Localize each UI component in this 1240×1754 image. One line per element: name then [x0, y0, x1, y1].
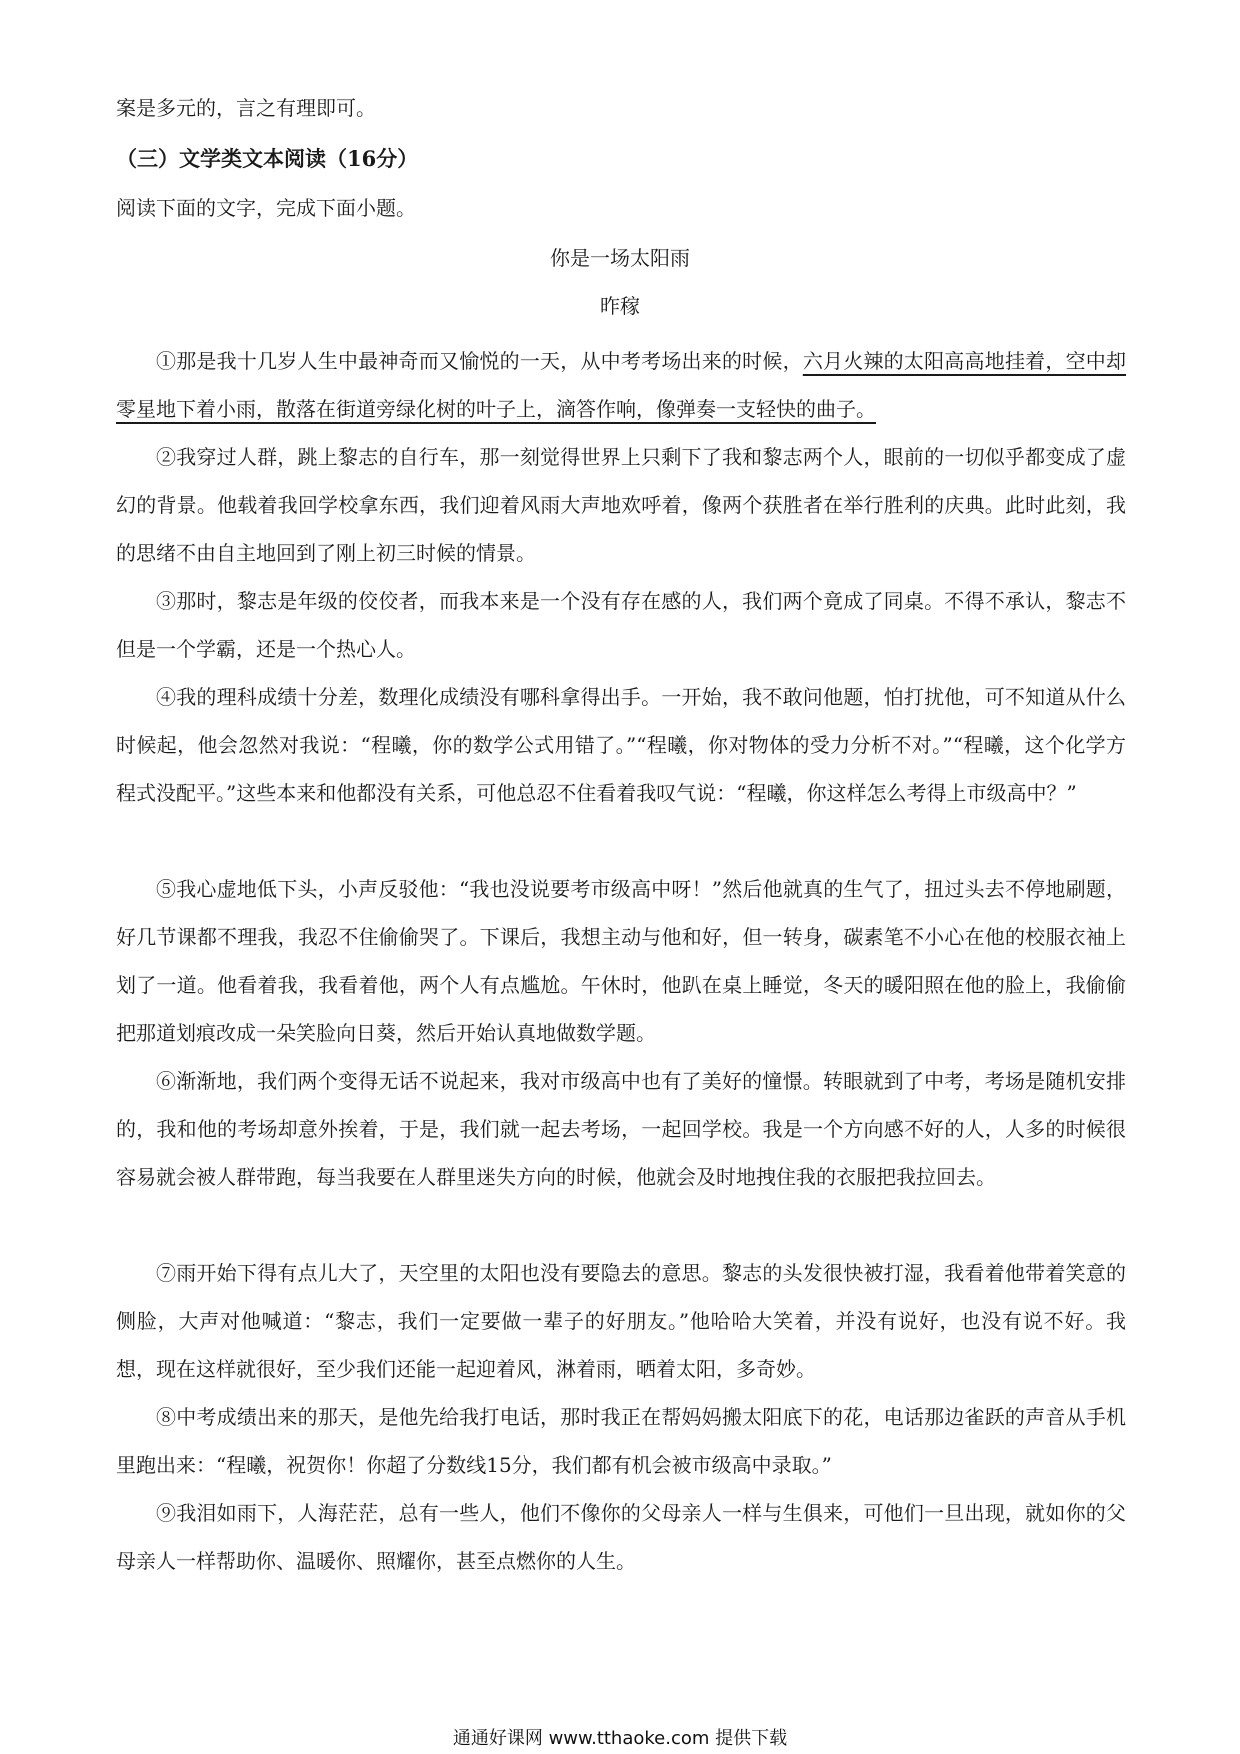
story-author: 昨稼	[600, 294, 640, 318]
section-title: （三）文学类文本阅读（16分）	[116, 146, 419, 171]
paragraph-4: ④我的理科成绩十分差，数理化成绩没有哪科拿得出手。一开始，我不敢问他题，怕打扰他，可不知道从什么时候起，他会忽然对我说：“程曦，你的数学公式用错了。”“程曦，你对物体的受力分析不对。”“程曦，这个化学方程式没配平。”这些本来和他都没有关系，可他总忍不住看着我叹气说：“程曦，你这样怎么考得上市级高中？”	[116, 685, 1126, 805]
paragraph-1-plain: ①那是我十几岁人生中最神奇而又愉悦的一天，从中考考场出来的时候，	[156, 349, 803, 373]
instruction-line: 阅读下面的文字，完成下面小题。	[116, 196, 416, 220]
carryover-line: 案是多元的，言之有理即可。	[116, 96, 376, 120]
paragraph-6: ⑥渐渐地，我们两个变得无话不说起来，我对市级高中也有了美好的憧憬。转眼就到了中考，考场是随机安排的，我和他的考场却意外挨着，于是，我们就一起去考场，一起回学校。我是一个方向感不好的人，人多的时候很容易就会被人群带跑，每当我要在人群里迷失方向的时候，他就会及时地拽住我的衣服把我拉回去。	[116, 1069, 1126, 1189]
paragraph-8: ⑧中考成绩出来的那天，是他先给我打电话，那时我正在帮妈妈搬太阳底下的花，电话那边雀跃的声音从手机里跑出来：“程曦，祝贺你！你超了分数线15分，我们都有机会被市级高中录取。”	[116, 1405, 1126, 1477]
paragraph-9: ⑨我泪如雨下，人海茫茫，总有一些人，他们不像你的父母亲人一样与生俱来，可他们一旦出现，就如你的父母亲人一样帮助你、温暖你、照耀你，甚至点燃你的人生。	[116, 1501, 1126, 1573]
paragraph-5: ⑤我心虚地低下头，小声反驳他：“我也没说要考市级高中呀！”然后他就真的生气了，扭过头去不停地刷题，好几节课都不理我，我忍不住偷偷哭了。下课后，我想主动与他和好，但一转身，碳素笔不小心在他的校服衣袖上划了一道。他看着我，我看着他，两个人有点尴尬。午休时，他趴在桌上睡觉，冬天的暖阳照在他的脸上，我偷偷把那道划痕改成一朵笑脸向日葵，然后开始认真地做数学题。	[116, 877, 1126, 1045]
paragraph-1-underlined: 六月火辣的太阳高高地挂着，空中却零星地下着小雨，散落在街道旁绿化树的叶子上，滴答作响，像弹奏一支轻快的曲子。	[116, 349, 1127, 421]
paragraph-2: ②我穿过人群，跳上黎志的自行车，那一刻觉得世界上只剩下了我和黎志两个人，眼前的一切似乎都变成了虚幻的背景。他载着我回学校拿东西，我们迎着风雨大声地欢呼着，像两个获胜者在举行胜利的庆典。此时此刻，我的思绪不由自主地回到了刚上初三时候的情景。	[116, 445, 1126, 565]
paragraph-3: ③那时，黎志是年级的佼佼者，而我本来是一个没有存在感的人，我们两个竟成了同桌。不得不承认，黎志不但是一个学霸，还是一个热心人。	[116, 589, 1126, 661]
story-title: 你是一场太阳雨	[550, 246, 690, 270]
page-footer: 通通好课网 www.tthaoke.com 提供下载	[452, 1728, 788, 1749]
paragraph-7: ⑦雨开始下得有点儿大了，天空里的太阳也没有要隐去的意思。黎志的头发很快被打湿，我看着他带着笑意的侧脸，大声对他喊道：“黎志，我们一定要做一辈子的好朋友。”他哈哈大笑着，并没有说好，也没有说不好。我想，现在这样就很好，至少我们还能一起迎着风，淋着雨，晒着太阳，多奇妙。	[116, 1261, 1126, 1381]
paragraph-1	[116, 337, 1126, 433]
